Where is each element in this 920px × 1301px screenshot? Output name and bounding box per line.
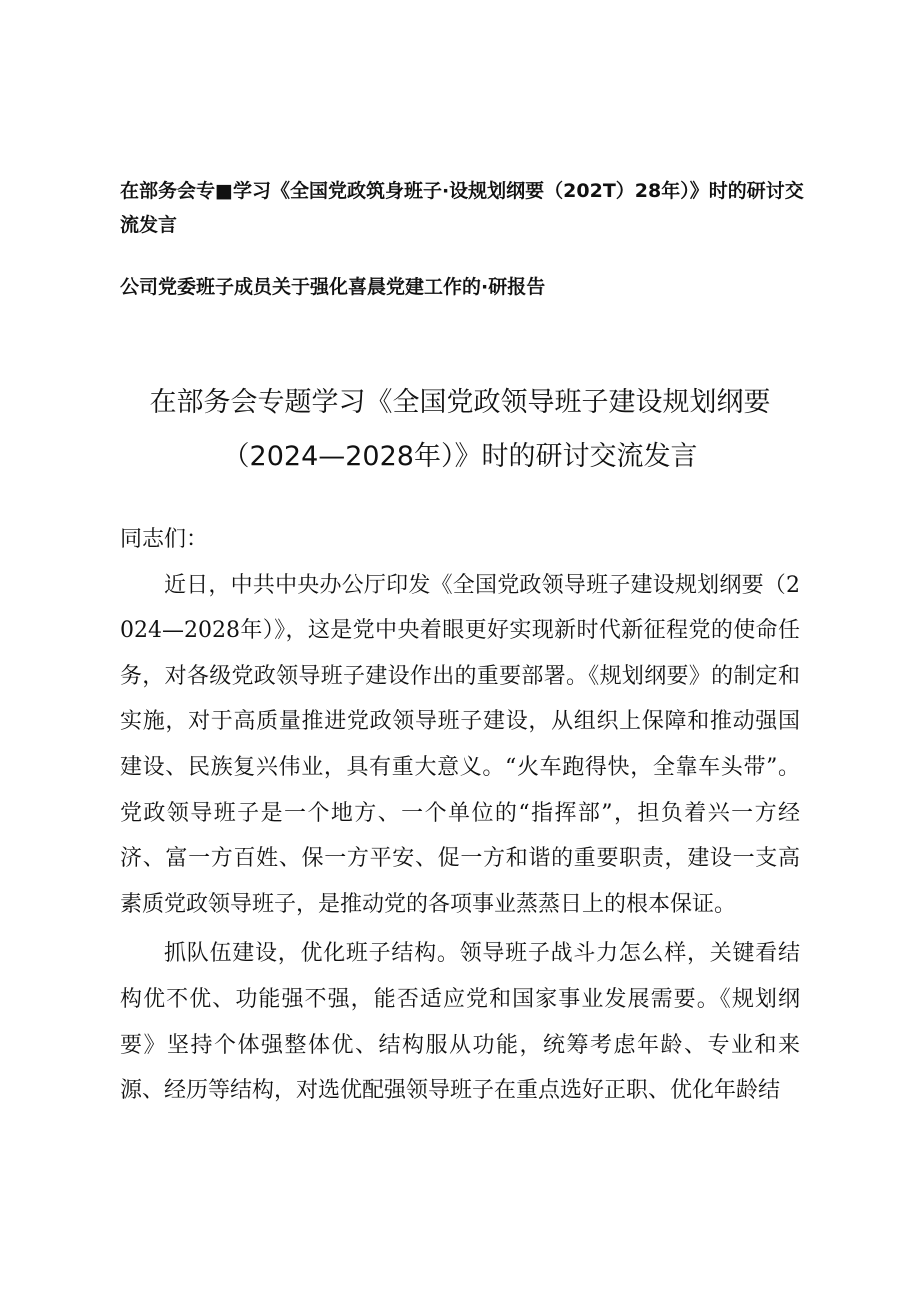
document-title-line-1: 在部务会专题学习《全国党政领导班子建设规划纲要 [149, 387, 771, 418]
document-body [120, 517, 800, 1114]
salutation: 同志们： [120, 527, 209, 552]
toc-item-speech[interactable]: 在部务会专■学习《全国党政筑身班子·设规划纲要（202T）28年）》时的研讨交流发言 [120, 180, 804, 236]
toc-item-report[interactable]: 公司党委班子成员关于强化喜晨党建工作的·研报告 [120, 276, 546, 298]
body-paragraph-2: 抓队伍建设，优化班子结构。领导班子战斗力怎么样，关键看结构优不优、功能强不强，能否适应党和国家事业发展需要。《规划纲要》坚持个体强整体优、结构服从功能，统筹考虑年龄、专业和来源、经历等结构，对选优配强领导班子在重点选好正职、优化年龄结 [120, 941, 800, 1104]
table-of-contents [120, 174, 820, 304]
document-title [120, 376, 800, 484]
document-title-line-2: （2024—2028年）》时的研讨交流发言 [222, 441, 698, 472]
body-paragraph-1: 近日，中共中央办公厅印发《全国党政领导班子建设规划纲要（2024—2028年）》，这是党中央着眼更好实现新时代新征程党的使命任务，对各级党政领导班子建设作出的重要部署。《规划纲要》的制定和实施，对于高质量推进党政领导班子建设，从组织上保障和推动强国建设、民族复兴伟业，具有重大意义。“火车跑得快，全靠车头带”。党政领导班子是一个地方、一个单位的“指挥部”，担负着兴一方经济、富一方百姓、保一方平安、促一方和谐的重要职责，建设一支高素质党政领导班子，是推动党的各项事业蒸蒸日上的根本保证。 [120, 572, 800, 917]
